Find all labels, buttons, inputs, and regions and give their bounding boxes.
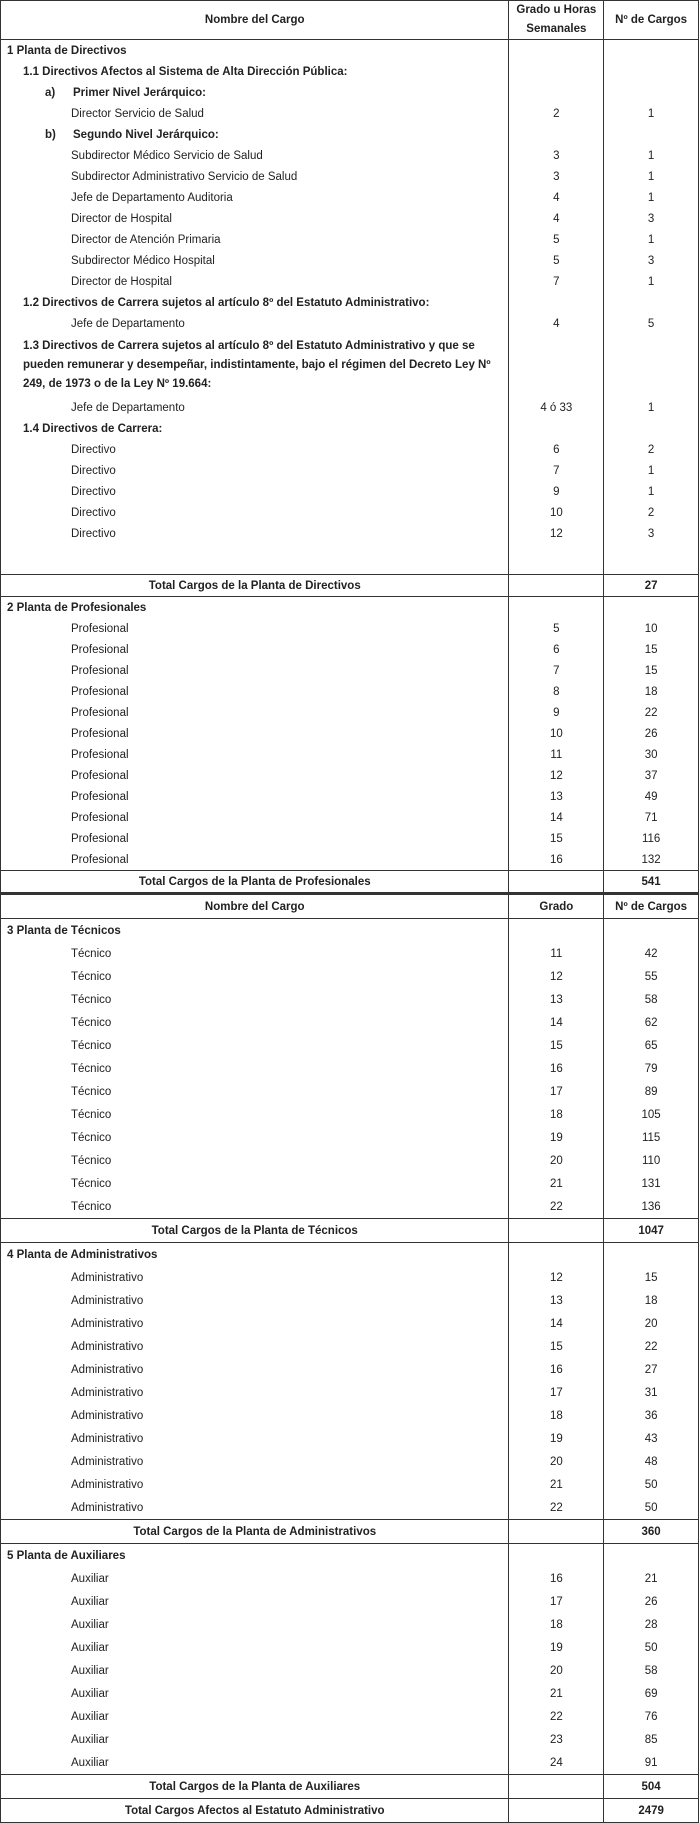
cargo-count: 43 (644, 1432, 658, 1445)
header-nombre: Nombre del Cargo (1, 1, 509, 40)
cargo-grado: 18 (509, 1404, 604, 1427)
grand-total-row (1, 1799, 699, 1823)
cargo-name: Auxiliar (1, 1659, 509, 1682)
table-directivos-profesionales (0, 0, 699, 893)
table-row (1, 1751, 699, 1775)
subsection-row (1, 292, 699, 313)
cargo-grado: 3 (509, 166, 604, 187)
total-label: Total Cargos de la Planta de Auxiliares (1, 1775, 509, 1799)
table-row (1, 1567, 699, 1590)
table-row (1, 1034, 699, 1057)
cargo-name: Técnico (1, 1080, 509, 1103)
total-value: 27 (604, 575, 699, 597)
cargo-grado: 15 (509, 828, 604, 849)
cargo-name: Administrativo (1, 1381, 509, 1404)
section-title-row (1, 1544, 699, 1568)
cargo-count: 89 (644, 1085, 658, 1098)
subsection-row (1, 418, 699, 439)
table-row (1, 1682, 699, 1705)
cargo-grado: 19 (509, 1636, 604, 1659)
table-row (1, 103, 699, 124)
table-row (1, 145, 699, 166)
cargo-count: 1 (647, 275, 655, 288)
total-row (1, 871, 699, 893)
cargo-count: 15 (644, 643, 658, 656)
cargo-name: Administrativo (1, 1450, 509, 1473)
table-row (1, 1289, 699, 1312)
cargo-count: 2 (647, 443, 655, 456)
cargo-count: 21 (644, 1572, 658, 1585)
table-row (1, 1195, 699, 1219)
cargo-grado: 21 (509, 1172, 604, 1195)
total-value: 541 (604, 871, 699, 893)
cargo-count: 28 (644, 1618, 658, 1631)
table-row (1, 988, 699, 1011)
cargo-grado: 5 (509, 250, 604, 271)
cargo-name: Auxiliar (1, 1751, 509, 1775)
cargo-grado: 18 (509, 1613, 604, 1636)
cargo-name: Directivo (1, 523, 509, 544)
cargo-count: 20 (644, 1317, 658, 1330)
section-title-row (1, 919, 699, 943)
cargo-name: Director Servicio de Salud (1, 103, 509, 124)
cargo-count: 110 (641, 1154, 661, 1167)
cargo-count: 71 (644, 811, 658, 824)
cargo-count: 22 (644, 706, 658, 719)
cargo-grado: 21 (509, 1682, 604, 1705)
table-row (1, 765, 699, 786)
cargo-count: 18 (644, 685, 658, 698)
table-row (1, 1358, 699, 1381)
cargo-count: 1 (647, 191, 655, 204)
cargo-grado: 14 (509, 1011, 604, 1034)
cargo-grado: 13 (509, 1289, 604, 1312)
section-title: 4 Planta de Administrativos (1, 1243, 509, 1267)
cargo-grado: 15 (509, 1034, 604, 1057)
subsection-title: 1.1 Directivos Afectos al Sistema de Alta Dirección Pública: (1, 61, 509, 82)
level-letter: a) (45, 86, 56, 99)
cargo-count: 131 (641, 1177, 661, 1190)
cargo-count: 1 (647, 464, 655, 477)
cargo-grado: 7 (509, 460, 604, 481)
cargo-name: Administrativo (1, 1496, 509, 1520)
cargo-count: 116 (641, 832, 661, 845)
cargo-grado: 6 (509, 439, 604, 460)
cargo-count: 48 (644, 1455, 658, 1468)
cargo-grado: 8 (509, 681, 604, 702)
cargo-grado: 20 (509, 1659, 604, 1682)
cargo-grado: 22 (509, 1496, 604, 1520)
cargo-name: Profesional (1, 681, 509, 702)
cargo-name: Administrativo (1, 1289, 509, 1312)
cargo-grado: 11 (509, 942, 604, 965)
cargo-grado: 14 (509, 1312, 604, 1335)
table-row (1, 271, 699, 292)
cargo-name: Técnico (1, 965, 509, 988)
cargo-grado: 17 (509, 1080, 604, 1103)
total-value: 504 (604, 1775, 699, 1799)
cargo-grado: 16 (509, 1057, 604, 1080)
cargo-name: Profesional (1, 618, 509, 639)
cargo-name: Profesional (1, 639, 509, 660)
cargo-name: Jefe de Departamento Auditoria (1, 187, 509, 208)
table-row (1, 723, 699, 744)
cargo-name: Subdirector Médico Hospital (1, 250, 509, 271)
cargo-grado: 4 (509, 208, 604, 229)
cargo-name: Técnico (1, 1172, 509, 1195)
cargo-name: Técnico (1, 1057, 509, 1080)
cargo-count: 69 (644, 1687, 658, 1700)
cargo-name: Profesional (1, 786, 509, 807)
cargo-grado: 21 (509, 1473, 604, 1496)
table-row (1, 1080, 699, 1103)
table-row (1, 439, 699, 460)
table-row (1, 618, 699, 639)
cargo-grado: 20 (509, 1149, 604, 1172)
table-row (1, 1728, 699, 1751)
subsection-title: 1.2 Directivos de Carrera sujetos al artículo 8º del Estatuto Administrativo: (1, 292, 509, 313)
table-row (1, 744, 699, 765)
cargo-name: Administrativo (1, 1358, 509, 1381)
cargo-count: 79 (644, 1062, 658, 1075)
subsection-title: 1.3 Directivos de Carrera sujetos al artículo 8º del Estatuto Administrativo y que se pueden remunerar y desempeñar, indistintamente, bajo el régimen del Decreto Ley Nº 249, de 1973 o de la Ley Nº 19.664: (1, 334, 509, 397)
cargo-name: Directivo (1, 460, 509, 481)
subsection-row (1, 334, 699, 397)
header-ncargos: Nº de Cargos (604, 1, 699, 40)
cargo-grado: 16 (509, 1358, 604, 1381)
table-row (1, 1266, 699, 1289)
cargo-grado: 19 (509, 1126, 604, 1149)
cargo-count: 58 (644, 1664, 658, 1677)
table-header (1, 1, 699, 40)
cargo-grado: 12 (509, 965, 604, 988)
cargo-grado: 3 (509, 145, 604, 166)
section-title-row (1, 1243, 699, 1267)
cargo-count: 76 (644, 1710, 658, 1723)
cargo-name: Auxiliar (1, 1567, 509, 1590)
table-row (1, 1636, 699, 1659)
cargo-grado: 2 (509, 103, 604, 124)
subsection-title: 1.4 Directivos de Carrera: (1, 418, 509, 439)
cargo-grado: 4 (509, 187, 604, 208)
cargo-count: 26 (644, 727, 658, 740)
level-title (1, 82, 509, 103)
cargo-count: 5 (647, 317, 655, 330)
level-title (1, 124, 509, 145)
cargo-name: Técnico (1, 1011, 509, 1034)
cargo-count: 3 (647, 254, 655, 267)
cargo-name: Director de Atención Primaria (1, 229, 509, 250)
cargo-grado: 5 (509, 229, 604, 250)
table-row (1, 1613, 699, 1636)
cargo-grado: 19 (509, 1427, 604, 1450)
cargo-grado: 10 (509, 502, 604, 523)
table-row (1, 1705, 699, 1728)
cargo-count: 3 (647, 212, 655, 225)
total-row (1, 1775, 699, 1799)
total-row (1, 1520, 699, 1544)
cargo-count: 31 (644, 1386, 658, 1399)
cargo-grado: 5 (509, 618, 604, 639)
cargo-name: Administrativo (1, 1473, 509, 1496)
cargo-count: 10 (644, 622, 658, 635)
cargo-grado: 24 (509, 1751, 604, 1775)
cargo-count: 1 (647, 233, 655, 246)
cargo-name: Administrativo (1, 1335, 509, 1358)
table-row (1, 828, 699, 849)
cargo-name: Profesional (1, 702, 509, 723)
cargo-name: Técnico (1, 988, 509, 1011)
cargo-grado: 12 (509, 765, 604, 786)
table-row (1, 965, 699, 988)
subsection-row (1, 61, 699, 82)
section-title: 1 Planta de Directivos (1, 40, 509, 62)
table-row (1, 481, 699, 502)
table-row (1, 1450, 699, 1473)
cargo-grado: 14 (509, 807, 604, 828)
table-row (1, 460, 699, 481)
table-row (1, 1427, 699, 1450)
table-row (1, 523, 699, 544)
cargo-name: Auxiliar (1, 1728, 509, 1751)
cargo-name: Administrativo (1, 1266, 509, 1289)
section-title: 5 Planta de Auxiliares (1, 1544, 509, 1568)
cargo-count: 50 (644, 1478, 658, 1491)
section-title: 2 Planta de Profesionales (1, 597, 509, 619)
cargo-name: Profesional (1, 765, 509, 786)
table-row (1, 1381, 699, 1404)
cargo-count: 50 (644, 1501, 658, 1514)
section-title-row (1, 597, 699, 619)
table-row (1, 250, 699, 271)
table-row (1, 187, 699, 208)
cargo-count: 30 (644, 748, 658, 761)
cargo-count: 1 (647, 485, 655, 498)
cargo-count: 3 (647, 527, 655, 540)
cargo-grado: 4 ó 33 (509, 397, 604, 418)
cargo-count: 132 (641, 853, 661, 866)
level-row (1, 124, 699, 145)
table-row (1, 1149, 699, 1172)
table-header (1, 894, 699, 919)
cargo-name: Administrativo (1, 1312, 509, 1335)
level-letter: b) (45, 128, 56, 141)
spacer-row (1, 544, 699, 575)
cargo-count: 1 (647, 401, 655, 414)
total-label: Total Cargos de la Planta de Directivos (1, 575, 509, 597)
cargo-name: Auxiliar (1, 1682, 509, 1705)
total-row (1, 575, 699, 597)
cargo-grado: 10 (509, 723, 604, 744)
cargo-name: Administrativo (1, 1427, 509, 1450)
cargo-grado: 7 (509, 660, 604, 681)
table-row (1, 313, 699, 334)
cargo-name: Jefe de Departamento (1, 397, 509, 418)
cargo-name: Profesional (1, 744, 509, 765)
cargo-grado: 12 (509, 523, 604, 544)
cargo-count: 136 (641, 1200, 661, 1213)
cargo-grado: 11 (509, 744, 604, 765)
cargo-count: 55 (644, 970, 658, 983)
cargo-grado: 18 (509, 1103, 604, 1126)
cargo-count: 1 (647, 170, 655, 183)
cargo-grado: 17 (509, 1590, 604, 1613)
cargo-count: 42 (644, 947, 658, 960)
cargo-count: 62 (644, 1016, 658, 1029)
header-ncargos: Nº de Cargos (604, 894, 699, 919)
level-label: Primer Nivel Jerárquico: (73, 86, 206, 99)
grand-total-value: 2479 (604, 1799, 699, 1823)
table-row (1, 1103, 699, 1126)
cargo-count: 115 (641, 1131, 661, 1144)
level-label: Segundo Nivel Jerárquico: (73, 128, 219, 141)
cargo-grado: 22 (509, 1705, 604, 1728)
cargo-name: Profesional (1, 723, 509, 744)
cargo-count: 26 (644, 1595, 658, 1608)
cargo-grado: 4 (509, 313, 604, 334)
cargo-grado: 6 (509, 639, 604, 660)
cargo-count: 50 (644, 1641, 658, 1654)
total-row (1, 1219, 699, 1243)
section-title-row (1, 40, 699, 62)
cargo-count: 49 (644, 790, 658, 803)
table-row (1, 786, 699, 807)
cargo-name: Profesional (1, 660, 509, 681)
table-row (1, 1312, 699, 1335)
cargo-count: 105 (641, 1108, 661, 1121)
cargo-name: Administrativo (1, 1404, 509, 1427)
cargo-name: Técnico (1, 1149, 509, 1172)
cargo-grado: 9 (509, 702, 604, 723)
table-row (1, 208, 699, 229)
cargo-name: Profesional (1, 807, 509, 828)
cargo-grado: 13 (509, 786, 604, 807)
cargo-count: 1 (647, 149, 655, 162)
total-label: Total Cargos de la Planta de Técnicos (1, 1219, 509, 1243)
cargo-name: Técnico (1, 1126, 509, 1149)
table-row (1, 1404, 699, 1427)
cargo-name: Auxiliar (1, 1636, 509, 1659)
header-grado: Grado u Horas Semanales (509, 1, 604, 40)
grand-total-label: Total Cargos Afectos al Estatuto Administrativo (1, 1799, 509, 1823)
cargo-name: Auxiliar (1, 1705, 509, 1728)
cargo-grado: 13 (509, 988, 604, 1011)
cargo-name: Director de Hospital (1, 208, 509, 229)
table-row (1, 660, 699, 681)
cargo-grado: 20 (509, 1450, 604, 1473)
table-tecnicos-admin-aux (0, 893, 699, 1823)
cargo-count: 85 (644, 1733, 658, 1746)
total-label: Total Cargos de la Planta de Administrativos (1, 1520, 509, 1544)
table-row (1, 681, 699, 702)
cargo-name: Directivo (1, 481, 509, 502)
header-nombre: Nombre del Cargo (1, 894, 509, 919)
table-row (1, 1496, 699, 1520)
cargo-count: 2 (647, 506, 655, 519)
total-value: 360 (604, 1520, 699, 1544)
cargo-name: Profesional (1, 849, 509, 871)
cargo-grado: 16 (509, 1567, 604, 1590)
cargo-name: Directivo (1, 502, 509, 523)
table-row (1, 397, 699, 418)
table-row (1, 1473, 699, 1496)
cargo-name: Auxiliar (1, 1590, 509, 1613)
table-row (1, 1335, 699, 1358)
table-row (1, 1011, 699, 1034)
table-row (1, 639, 699, 660)
cargo-name: Técnico (1, 1103, 509, 1126)
section-title: 3 Planta de Técnicos (1, 919, 509, 943)
cargo-count: 91 (644, 1756, 658, 1769)
cargo-name: Jefe de Departamento (1, 313, 509, 334)
cargo-count: 18 (644, 1294, 658, 1307)
cargo-count: 27 (644, 1363, 658, 1376)
cargo-name: Profesional (1, 828, 509, 849)
cargo-name: Técnico (1, 1195, 509, 1219)
table-row (1, 1659, 699, 1682)
cargo-grado: 22 (509, 1195, 604, 1219)
level-row (1, 82, 699, 103)
cargo-grado: 15 (509, 1335, 604, 1358)
table-row (1, 1590, 699, 1613)
cargo-name: Director de Hospital (1, 271, 509, 292)
total-value: 1047 (604, 1219, 699, 1243)
cargo-name: Técnico (1, 942, 509, 965)
cargo-grado: 9 (509, 481, 604, 502)
cargo-count: 36 (644, 1409, 658, 1422)
cargo-count: 37 (644, 769, 658, 782)
cargo-name: Subdirector Administrativo Servicio de Salud (1, 166, 509, 187)
table-row (1, 849, 699, 871)
cargo-name: Directivo (1, 439, 509, 460)
cargo-count: 58 (644, 993, 658, 1006)
table-row (1, 166, 699, 187)
cargo-name: Subdirector Médico Servicio de Salud (1, 145, 509, 166)
table-row (1, 502, 699, 523)
cargo-name: Técnico (1, 1034, 509, 1057)
table-row (1, 702, 699, 723)
header-grado: Grado (509, 894, 604, 919)
cargo-grado: 16 (509, 849, 604, 871)
cargo-grado: 7 (509, 271, 604, 292)
table-row (1, 1126, 699, 1149)
table-row (1, 1172, 699, 1195)
cargo-name: Auxiliar (1, 1613, 509, 1636)
cargo-grado: 23 (509, 1728, 604, 1751)
cargo-grado: 17 (509, 1381, 604, 1404)
table-row (1, 229, 699, 250)
cargo-count: 1 (647, 107, 655, 120)
cargo-count: 22 (644, 1340, 658, 1353)
total-label: Total Cargos de la Planta de Profesionales (1, 871, 509, 893)
cargo-count: 65 (644, 1039, 658, 1052)
table-row (1, 942, 699, 965)
table-row (1, 807, 699, 828)
cargo-grado: 12 (509, 1266, 604, 1289)
cargo-count: 15 (644, 664, 658, 677)
table-row (1, 1057, 699, 1080)
cargo-count: 15 (644, 1271, 658, 1284)
